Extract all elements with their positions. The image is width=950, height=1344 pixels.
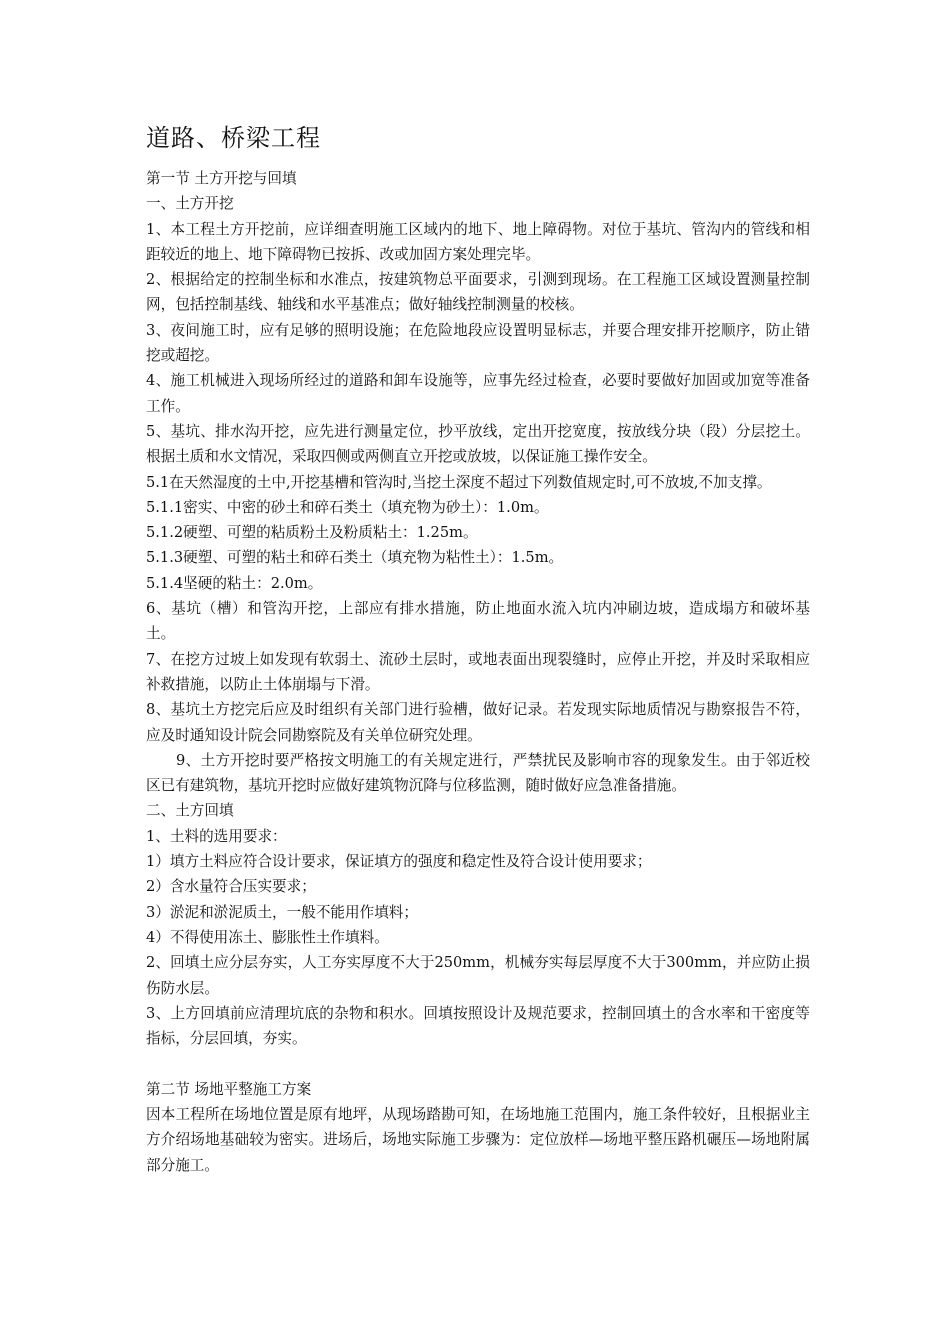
paragraph: 1、土料的选用要求：: [146, 827, 287, 845]
paragraph: 2、回填土应分层夯实，人工夯实厚度不大于250mm，机械夯实每层厚度不大于300mm，并应防止损伤防水层。: [146, 954, 810, 997]
paragraph: 3、上方回填前应清理坑底的杂物和积水。回填按照设计及规范要求，控制回填土的含水率和干密度等指标，分层回填，夯实。: [146, 1004, 810, 1048]
list-item: 5.1.3硬塑、可塑的粘土和碎石类土（填充物为粘性土）：1.5m。: [146, 549, 564, 567]
section-gap: [146, 1051, 810, 1076]
list-item: 5.1.1密实、中密的砂土和碎石类土（填充物为砂土）：1.0m。: [146, 498, 549, 516]
paragraph: 5.1在天然湿度的土中,开挖基槽和管沟时,当挖土深度不超过下列数值规定时,可不放坡,不加支撑。: [146, 473, 772, 491]
list-item: 4）不得使用冻土、膨胀性土作填料。: [146, 928, 389, 946]
paragraph: 因本工程所在场地位置是原有地坪，从现场踏勘可知，在场地施工范围内，施工条件较好，且根据业主方介绍场地基础较为密实。进场后，场地实际施工步骤为：定位放样—场地平整压路机碾压—场地附属部分施工。: [146, 1105, 810, 1174]
paragraph: 9、土方开挖时要严格按文明施工的有关规定进行，严禁扰民及影响市容的现象发生。由于邻近校区已有建筑物，基坑开挖时应做好建筑物沉降与位移监测，随时做好应急准备措施。: [146, 751, 810, 795]
paragraph: 8、基坑土方挖完后应及时组织有关部门进行验槽，做好记录。若发现实际地质情况与勘察报告不符，应及时通知设计院会同勘察院及有关单位研究处理。: [146, 701, 810, 744]
document-title: 道路、桥梁工程: [146, 124, 321, 152]
paragraph: 5、基坑、排水沟开挖，应先进行测量定位，抄平放线，定出开挖宽度，按放线分块（段）分层挖土。根据土质和水文情况，采取四侧或两侧直立开挖或放坡，以保证施工操作安全。: [146, 422, 810, 466]
section2-heading: 第二节 场地平整施工方案: [146, 1080, 312, 1098]
paragraph: 7、在挖方过坡上如发现有软弱土、流砂土层时，或地表面出现裂缝时，应停止开挖，并及时采取相应补救措施，以防止土体崩塌与下滑。: [146, 650, 810, 693]
subsection-earth-backfill: 二、土方回填: [146, 802, 234, 820]
paragraph: 1、本工程土方开挖前，应详细查明施工区域内的地下、地上障碍物。对位于基坑、管沟内的管线和相距较近的地上、地下障碍物已按拆、改或加固方案处理完毕。: [146, 220, 810, 263]
section1-heading: 第一节 土方开挖与回填: [146, 170, 297, 187]
document-body: [146, 166, 810, 1178]
list-item: 3）淤泥和淤泥质土，一般不能用作填料；: [146, 903, 418, 921]
list-item: 5.1.4坚硬的粘土：2.0m。: [146, 574, 323, 592]
subsection-earth-excavation: 一、土方开挖: [146, 195, 234, 213]
paragraph: 2、根据给定的控制坐标和水准点，按建筑物总平面要求，引测到现场。在工程施工区域设置测量控制网，包括控制基线、轴线和水平基准点；做好轴线控制测量的校核。: [146, 271, 810, 314]
paragraph: 3、夜间施工时，应有足够的照明设施；在危险地段应设置明显标志，并要合理安排开挖顺序，防止错挖或超挖。: [146, 321, 810, 365]
list-item: 1）填方土料应符合设计要求，保证填方的强度和稳定性及符合设计使用要求；: [146, 853, 652, 871]
list-item: 2）含水量符合压实要求；: [146, 878, 316, 896]
list-item: 5.1.2硬塑、可塑的粘质粉土及粉质粘土：1.25m。: [146, 524, 478, 542]
paragraph: 4、施工机械进入现场所经过的道路和卸车设施等，应事先经过检查，必要时要做好加固或加宽等准备工作。: [146, 372, 810, 415]
paragraph: 6、基坑（槽）和管沟开挖，上部应有排水措施，防止地面水流入坑内冲刷边坡，造成塌方和破坏基土。: [146, 600, 810, 643]
